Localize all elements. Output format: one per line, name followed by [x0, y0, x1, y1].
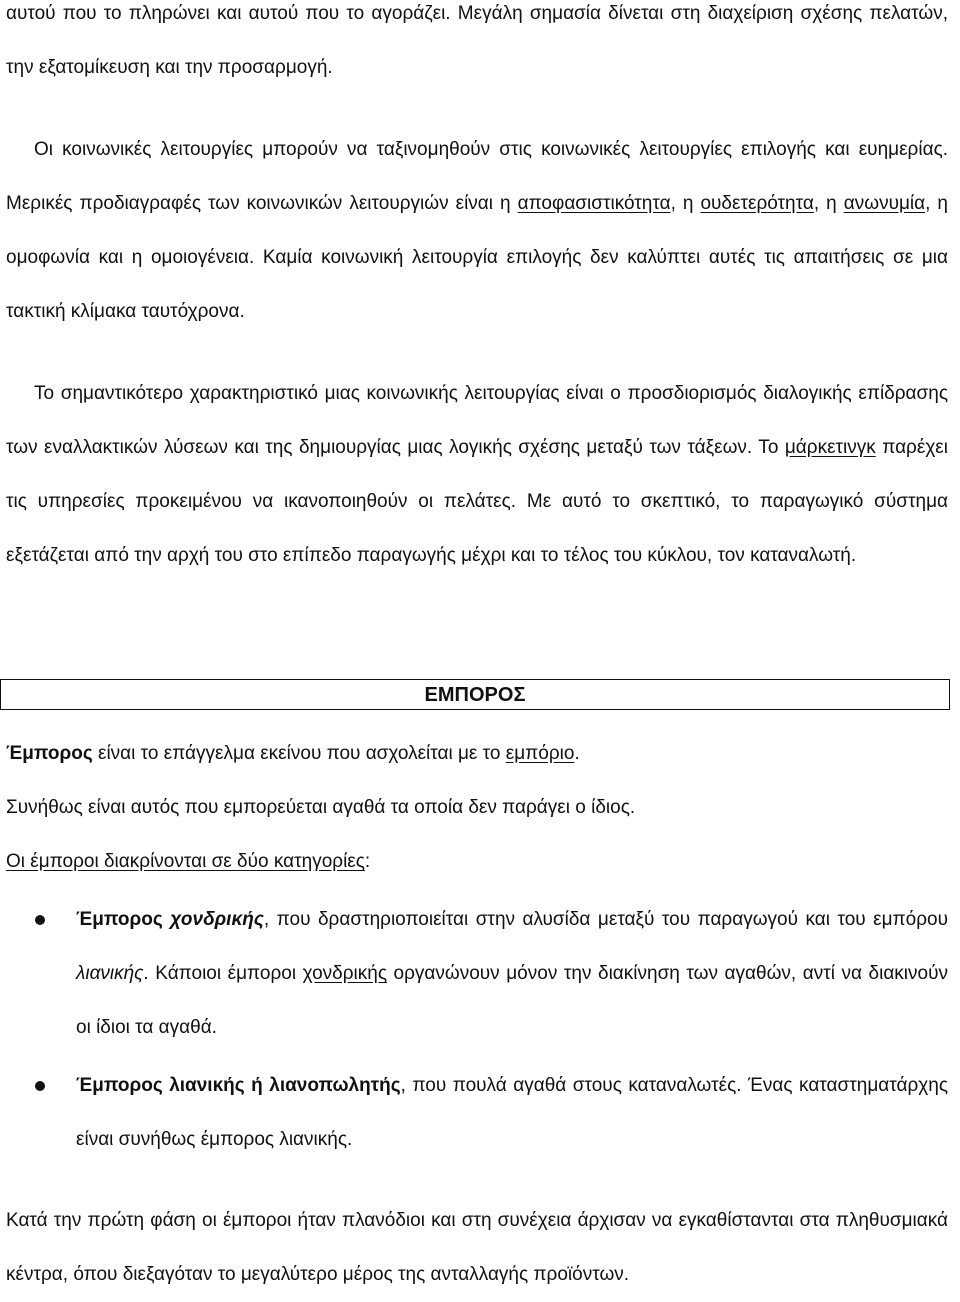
paragraph-intro: αυτού που το πληρώνει και αυτού που το αγοράζει. Μεγάλη σημασία δίνεται στη διαχείριση σχέσης πελατών, την εξατομίκευση και την προσαρμογή. [6, 3, 948, 78]
link-emporio[interactable]: εμπόριο [505, 743, 575, 764]
usual-line: Συνήθως είναι αυτός που εμπορεύεται αγαθά τα οποία δεν παράγει ο ίδιος. [6, 797, 636, 818]
text-span: , η ομοφωνία και η ομοιογένεια. Καμία κοινωνική λειτουργία επιλογής δεν καλύπτει αυτές τις απαιτήσεις σε μια τακτική κλίμακα ταυτόχρονα. [6, 193, 948, 322]
text-span: οργανώνουν μόνον την διακίνηση των αγαθών, αντί να διακινούν οι ίδιοι τα αγαθά. [76, 963, 948, 1038]
term-emporos: Έμπορος [6, 743, 93, 764]
text-span: Οι κοινωνικές λειτουργίες μπορούν να ταξινομηθούν στις κοινωνικές λειτουργίες επιλογής και ευημερίας. Μερικές προδιαγραφές των κοινωνικών λειτουργιών είναι η [6, 139, 948, 214]
paragraph-history [6, 1194, 948, 1302]
paragraph-social-functions [6, 123, 948, 339]
link-marketing[interactable]: μάρκετινγκ [784, 437, 876, 458]
term-wholesale-a: Έμπορος [76, 909, 171, 930]
link-anonymia[interactable]: ανωνυμία [843, 193, 926, 214]
text-span: Το σημαντικότερο χαρακτηριστικό μιας κοινωνικής λειτουργίας είναι ο προσδιορισμός διαλογικής επίδρασης των εναλλακτικών λύσεων και της δημιουργίας μιας λογικής σχέσης μεταξύ των τάξεων. Το [6, 383, 948, 458]
italic-retail: λιανικής [76, 963, 144, 984]
link-apofasistikotita[interactable]: αποφασιστικότητα [517, 193, 671, 214]
text-span: είναι το επάγγελμα εκείνου που ασχολείται με το [92, 743, 506, 764]
bullet-icon [35, 915, 45, 925]
text-span: : [364, 851, 371, 872]
paragraph-marketing [6, 367, 948, 583]
section-heading: ΕΜΠΟΡΟΣ [424, 684, 526, 706]
link-wholesale[interactable]: χονδρικής [302, 963, 387, 984]
history-text: Κατά την πρώτη φάση οι έμποροι ήταν πλανόδιοι και στη συνέχεια άρχισαν να εγκαθίστανται στα πληθυσμιακά κέντρα, όπου διεξαγόταν το μεγαλύτερο μέρος της ανταλλαγής προϊόντων. [6, 1210, 948, 1285]
categories-line [6, 835, 948, 889]
document-body [6, 0, 948, 583]
categories-intro: Οι έμποροι διακρίνονται σε δύο κατηγορίες [6, 851, 365, 872]
text-span: . Κάποιοι έμποροι [143, 963, 303, 984]
text-span: . [574, 743, 580, 764]
bullet-icon [35, 1081, 45, 1091]
term-retail: Έμπορος λιανικής ή λιανοπωλητής [76, 1075, 401, 1096]
merchant-section [6, 729, 948, 1167]
term-wholesale-b: χονδρικής [170, 909, 264, 930]
text-span: , η [813, 193, 844, 214]
definition-line [6, 727, 948, 781]
text-span: , που δραστηριοποιείται στην αλυσίδα μεταξύ του παραγωγού και του εμπόρου [263, 909, 948, 930]
section-heading-box [0, 679, 950, 710]
text-span: , η [670, 193, 701, 214]
categories-list [6, 893, 948, 1167]
list-item-wholesale [6, 893, 948, 1055]
text-span: παρέχει τις υπηρεσίες προκειμένου να ικανοποιηθούν οι πελάτες. Με αυτό το σκεπτικό, το παραγωγικό σύστημα εξετάζεται από την αρχή του στο επίπεδο παραγωγής μέχρι και το τέλος του κύκλου, τον καταναλωτή. [6, 437, 948, 566]
link-oudeterotita[interactable]: ουδετερότητα [700, 193, 814, 214]
text-span: , που πουλά αγαθά στους καταναλωτές. Ένας καταστηματάρχης είναι συνήθως έμπορος λιανικής. [76, 1075, 948, 1150]
list-item-retail [6, 1059, 948, 1167]
